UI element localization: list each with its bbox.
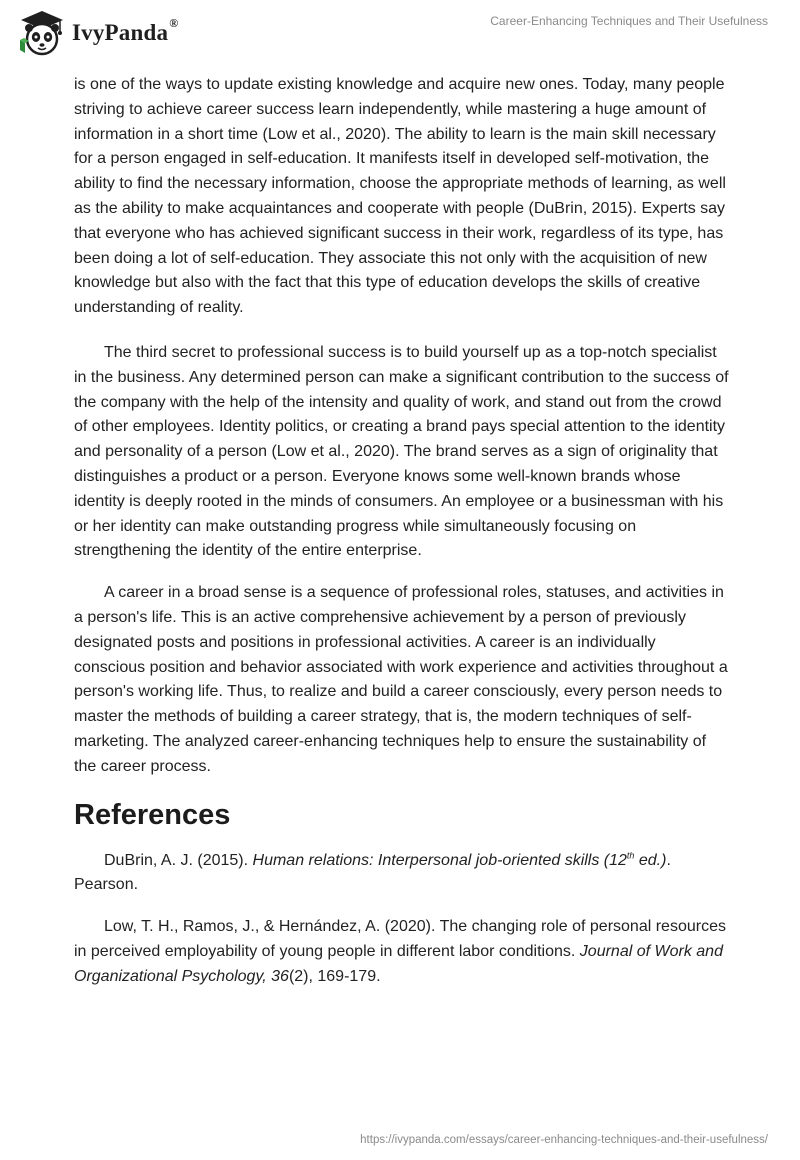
reference-dubrin: DuBrin, A. J. (2015). Human relations: Interpersonal job-oriented skills (12th ed.). Pearson.	[74, 850, 671, 894]
page-header	[0, 0, 800, 70]
reference-low: Low, T. H., Ramos, J., & Hernández, A. (2020). The changing role of personal resources in perceived employability of young people in different labor conditions. Journal of Work and Organizational Psychology, 36(2), 169-179.	[74, 918, 726, 985]
paragraph-1: is one of the ways to update existing knowledge and acquire new ones. Today, many people striving to achieve career success learn independently, while mastering a huge amount of information in a short time (Low et al., 2020). The ability to learn is the main skill necessary for a person engaged in self-education. It manifests itself in developed self-motivation, the ability to find the necessary information, choose the appropriate methods of learning, as well as the ability to make acquaintances and cooperate with people (DuBrin, 2015). Experts say that everyone who has achieved significant success in their work, regardless of its type, has been doing a lot of self-education. They associate this not only with the acquisition of new knowledge but also with the fact that this type of education develops the skills of creative understanding of reality.	[74, 76, 726, 317]
brand-name: IvyPanda®	[72, 16, 179, 45]
source-url[interactable]: https://ivypanda.com/essays/career-enhancing-techniques-and-their-usefulness/	[360, 1134, 768, 1146]
panda-graduate-icon	[16, 8, 68, 58]
document-title: Career-Enhancing Techniques and Their Usefulness	[490, 14, 768, 28]
references-heading: References	[74, 798, 231, 831]
paragraph-3: A career in a broad sense is a sequence of professional roles, statuses, and activities in a person's life. This is an active comprehensive achievement by a person of previously designated posts and positions in professional activities. A career is an individually conscious position and behavior associated with work experience and activities throughout a person's working life. Thus, to realize and build a career consciously, every person needs to master the methods of building a career strategy, that is, the modern techniques of self-marketing. The analyzed career-enhancing techniques help to ensure the sustainability of the career process.	[74, 584, 728, 775]
paragraph-2: The third secret to professional success is to build yourself up as a top-notch specialist in the business. Any determined person can make a significant contribution to the success of the company with the help of the intensity and quality of work, and stand out from the crowd of other employees. Identity politics, or creating a brand pays special attention to the identity and personality of a person (Low et al., 2020). The brand serves as a sign of originality that distinguishes a product or a person. Everyone knows some well-known brands whose identity is deeply rooted in the minds of consumers. An employee or a businessman with his or her identity can make outstanding progress while simultaneously focusing on strengthening the identity of the entire enterprise.	[74, 343, 729, 560]
essay-body	[74, 73, 730, 1007]
brand-logo[interactable]	[16, 8, 178, 58]
